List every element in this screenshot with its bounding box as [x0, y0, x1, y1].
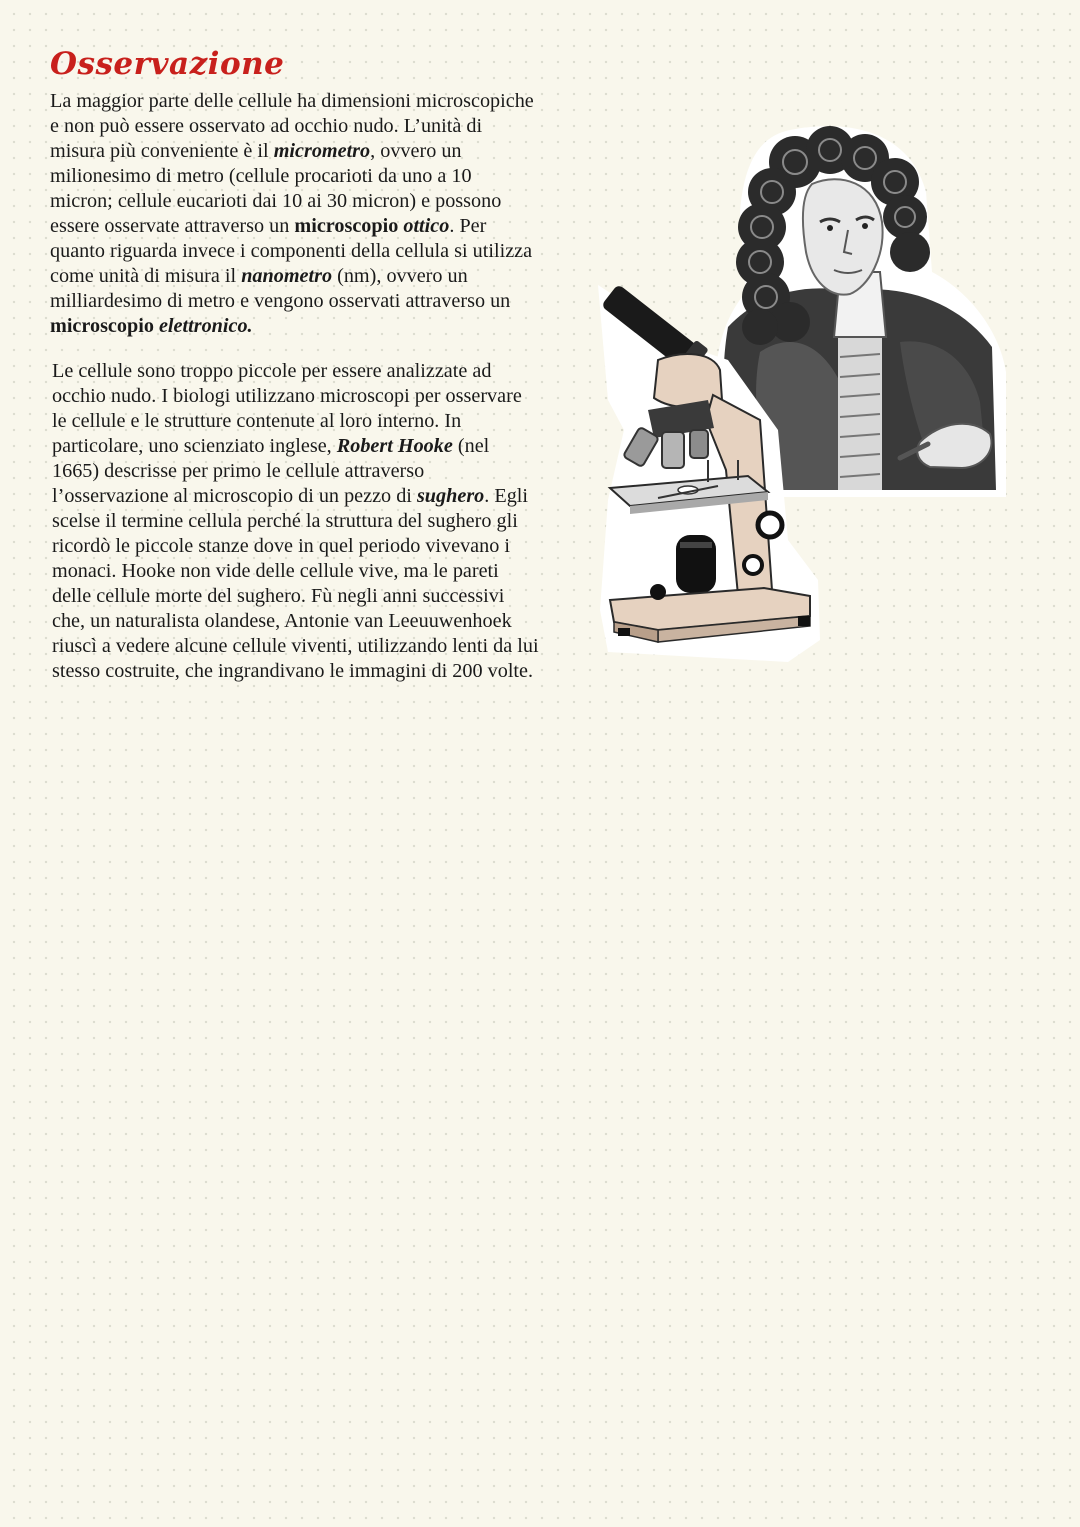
text-line: l’osservazione al microscopio di un pezzo di sughero. Egli	[52, 485, 529, 507]
text-line: stesso costruite, che ingrandivano le immagini di 200 volte.	[52, 660, 534, 682]
term-sughero: sughero	[416, 485, 485, 507]
paragraph-cell-dimensions	[50, 89, 590, 339]
text-line: misura più conveniente è il micrometro, ovvero un	[50, 140, 462, 162]
text-line: e non può essere osservato ad occhio nudo. L’unità di	[50, 115, 483, 137]
term-microscopio: microscopio	[294, 215, 399, 237]
text-line: quanto riguarda invece i componenti della cellula si utilizza	[50, 240, 533, 262]
text-line: La maggior parte delle cellule ha dimensioni microscopiche	[50, 90, 534, 112]
text-line: scelse il termine cellula perché la struttura del sughero gli	[52, 510, 518, 532]
text-line: micron; cellule eucarioti dai 10 ai 30 micron) e possono	[50, 190, 502, 212]
term-nanometro: nanometro	[241, 265, 333, 287]
text-line: Le cellule sono troppo piccole per essere analizzate ad	[52, 360, 492, 382]
microscope-icon	[588, 280, 828, 670]
term-ottico: ottico	[403, 215, 450, 237]
text-line: milionesimo di metro (cellule procarioti da uno a 10	[50, 165, 472, 187]
text-line: che, un naturalista olandese, Antonie van Leeuuwenhoek	[52, 610, 512, 632]
text-line: essere osservate attraverso un microscopio ottico. Per	[50, 215, 487, 237]
text-line: particolare, uno scienziato inglese, Robert Hooke (nel	[52, 435, 490, 457]
text-line: occhio nudo. I biologi utilizzano microscopi per osservare	[52, 385, 522, 407]
term-microscopio: microscopio	[50, 315, 154, 337]
text-line: delle cellule morte del sughero. Fù negli anni successivi	[52, 585, 505, 607]
text-line: riuscì a vedere alcune cellule viventi, utilizzando lenti da lui	[52, 635, 539, 657]
text-line: come unità di misura il nanometro (nm), ovvero un	[50, 265, 468, 287]
text-line: milliardesimo di metro e vengono osservati attraverso un	[50, 290, 511, 312]
text-line	[50, 314, 590, 339]
text-line: ricordò le piccole stanze dove in quel periodo vivevano i	[52, 535, 510, 557]
text-line: le cellule e le strutture contenute al loro interno. In	[52, 410, 462, 432]
term-micrometro: micrometro	[273, 140, 371, 162]
text-line: monaci. Hooke non vide delle cellule vive, ma le pareti	[52, 560, 499, 582]
paragraph-history	[52, 359, 592, 684]
text-line: 1665) descrisse per primo le cellule attraverso	[52, 460, 425, 482]
section-heading: Osservazione	[50, 46, 285, 82]
term-elettronico: elettronico.	[158, 315, 253, 337]
name-robert-hooke: Robert Hooke	[336, 435, 453, 457]
